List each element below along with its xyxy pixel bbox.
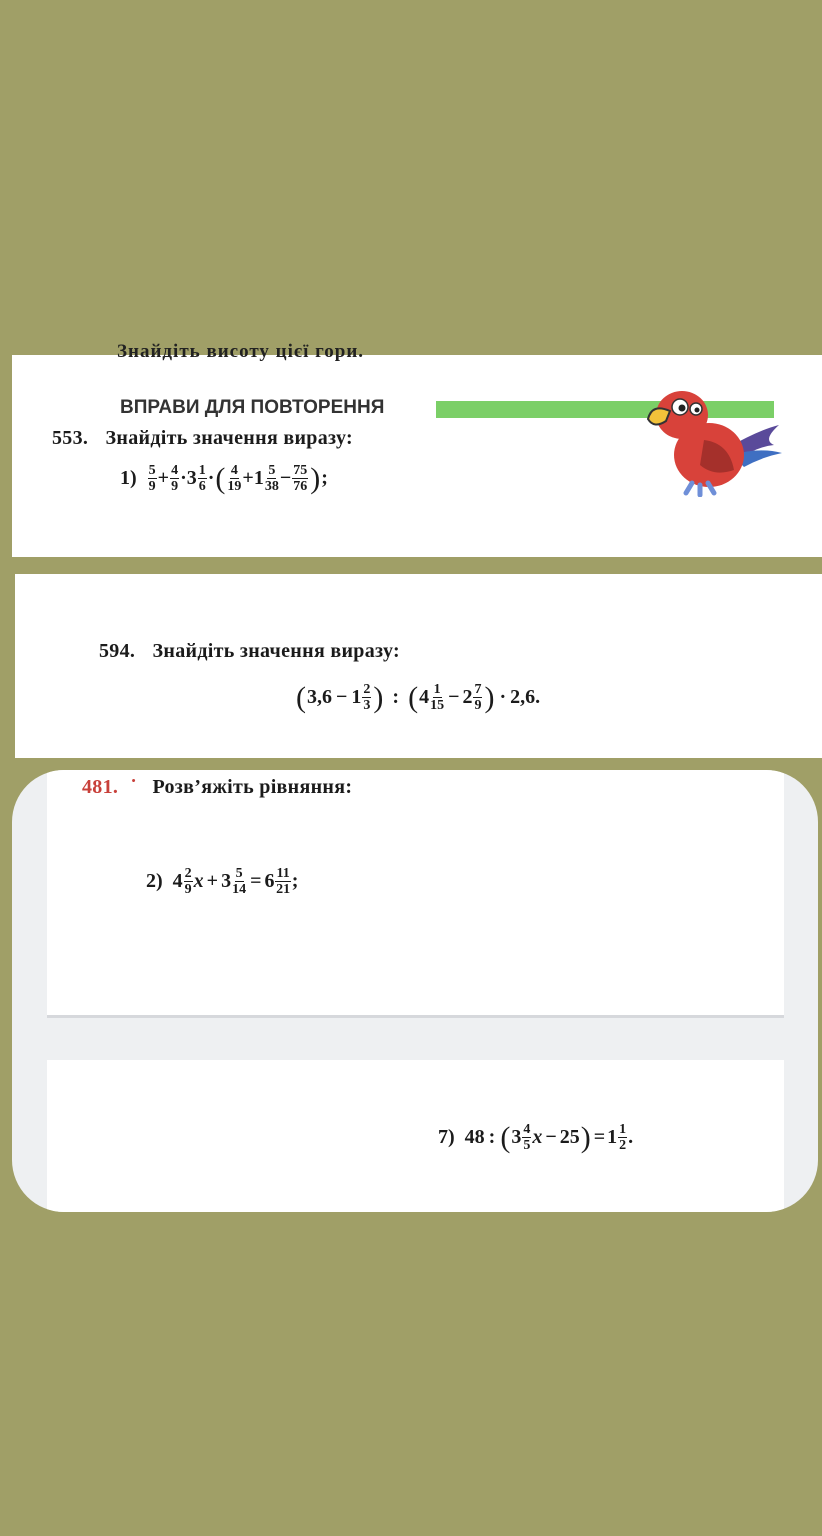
left-paren: ( xyxy=(500,1120,511,1154)
cut-off-text: Знайдіть висоту цієї гори. xyxy=(117,341,365,362)
variable: x xyxy=(532,1126,543,1148)
operator: − xyxy=(279,467,292,489)
exercise-card-481 xyxy=(12,770,818,1212)
task-text: Знайдіть значення виразу: xyxy=(152,640,400,662)
fraction: $\frac{7}{9}$ xyxy=(474,682,482,713)
whole-part: 4 xyxy=(172,870,183,892)
operator: = xyxy=(250,870,262,892)
operator: : xyxy=(488,1126,496,1148)
task-number: 481. xyxy=(82,776,119,798)
fraction: $\frac{2}{9}$ xyxy=(184,866,192,897)
exercise-card-594 xyxy=(15,574,822,758)
fraction: $\frac{5}{38}$ xyxy=(264,463,279,494)
operator: + xyxy=(157,467,170,489)
fraction: $\frac{5}{9}$ xyxy=(148,463,156,494)
punctuation: ; xyxy=(291,870,299,892)
operator: = xyxy=(593,1126,606,1148)
expression-594 xyxy=(295,682,540,713)
number: 25 xyxy=(559,1126,580,1148)
fraction: $\frac{4}{19}$ xyxy=(227,463,242,494)
task-text: Знайдіть значення виразу: xyxy=(105,427,353,449)
fraction: $\frac{1}{15}$ xyxy=(430,682,445,713)
equation-7 xyxy=(438,1122,633,1153)
operator: · xyxy=(180,467,187,489)
left-paren: ( xyxy=(215,461,226,495)
number: 2,6. xyxy=(510,686,541,708)
left-paren: ( xyxy=(296,680,306,714)
variable: x xyxy=(193,870,204,892)
section-heading: ВПРАВИ ДЛЯ ПОВТОРЕННЯ xyxy=(120,397,385,418)
difficulty-mark: ˙ xyxy=(130,776,138,798)
task-number: 594. xyxy=(99,640,136,662)
task-481 xyxy=(82,776,352,799)
operator: − xyxy=(545,1126,557,1148)
fraction: $\frac{1}{6}$ xyxy=(198,463,206,494)
whole-part: 1 xyxy=(253,467,264,489)
punctuation: . xyxy=(628,1126,634,1148)
fraction: $\frac{75}{76}$ xyxy=(293,463,308,494)
whole-part: 4 xyxy=(419,686,430,708)
fraction: $\frac{1}{2}$ xyxy=(619,1122,627,1153)
fraction: $\frac{2}{3}$ xyxy=(363,682,371,713)
whole-part: 2 xyxy=(462,686,473,708)
right-paren: ) xyxy=(373,680,384,714)
fraction: $\frac{11}{21}$ xyxy=(276,866,291,897)
task-number: 553. xyxy=(52,427,89,449)
operator: + xyxy=(206,870,219,892)
whole-part: 1 xyxy=(607,1126,618,1148)
whole-part: 3 xyxy=(186,467,197,489)
operator: : xyxy=(392,686,400,708)
operator: − xyxy=(448,686,460,708)
right-paren: ) xyxy=(310,461,321,495)
operator: · xyxy=(499,686,507,708)
task-594 xyxy=(99,640,400,663)
right-paren: ) xyxy=(484,680,495,714)
fraction: $\frac{5}{14}$ xyxy=(232,866,247,897)
operator: · xyxy=(207,467,215,489)
item-label: 1) xyxy=(120,467,137,489)
number: 3,6 xyxy=(307,686,332,708)
operator: + xyxy=(242,467,254,489)
expression-553-1 xyxy=(120,463,328,494)
task-text: Розв’яжіть рівняння: xyxy=(152,776,353,798)
equation-2 xyxy=(146,866,298,897)
parrot-icon xyxy=(634,385,784,497)
whole-part: 1 xyxy=(351,686,362,708)
section-divider xyxy=(47,1015,784,1018)
operator: − xyxy=(336,686,348,708)
item-label: 7) xyxy=(438,1126,455,1148)
fraction: $\frac{4}{9}$ xyxy=(171,463,179,494)
punctuation: ; xyxy=(321,467,328,489)
page-section-bottom xyxy=(47,1060,784,1212)
whole-part: 6 xyxy=(264,870,275,892)
whole-part: 3 xyxy=(511,1126,522,1148)
whole-part: 3 xyxy=(221,870,232,892)
exercise-card-553 xyxy=(12,341,822,557)
fraction: $\frac{4}{5}$ xyxy=(523,1122,531,1153)
right-paren: ) xyxy=(580,1120,591,1154)
left-paren: ( xyxy=(408,680,419,714)
task-553 xyxy=(52,427,353,450)
number: 48 xyxy=(464,1126,485,1148)
item-label: 2) xyxy=(146,870,163,892)
